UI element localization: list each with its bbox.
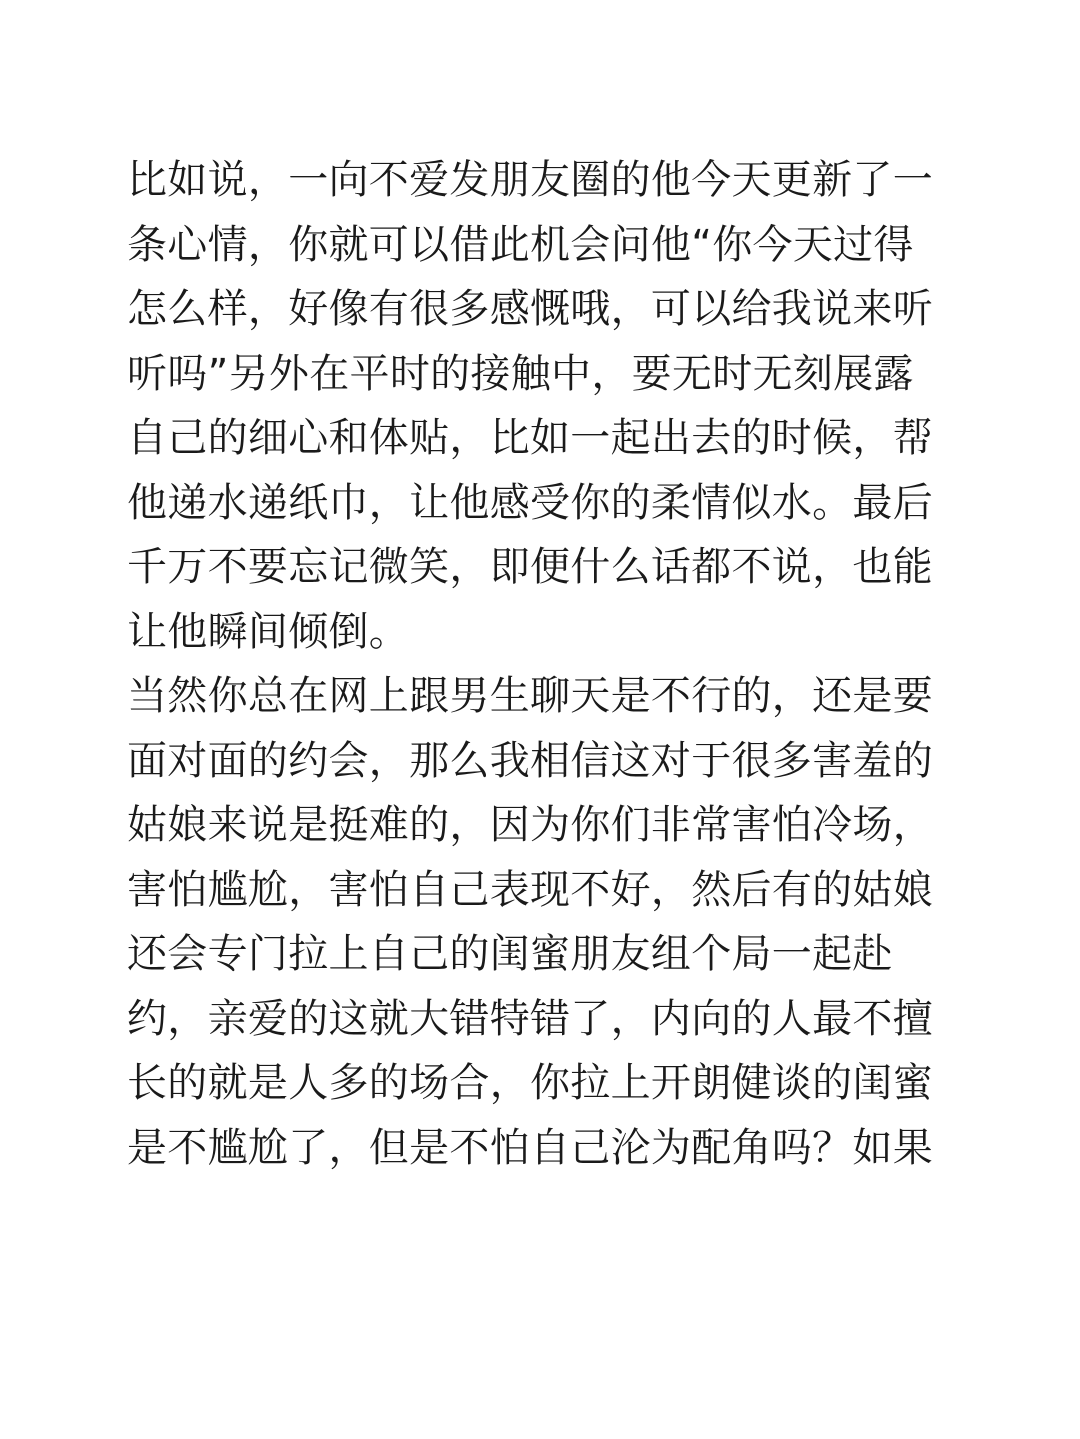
- text-line: 害怕尴尬，害怕自己表现不好，然后有的姑娘: [127, 866, 933, 913]
- text-line: 他递水递纸巾，让他感受你的柔情似水。最后: [127, 479, 933, 526]
- paragraph-1: [127, 148, 933, 664]
- text-line: 自己的细心和体贴，比如一起出去的时候，帮: [127, 415, 933, 461]
- text-line: 当然你总在网上跟男生聊天是不行的，还是要: [127, 673, 933, 719]
- text-line: 是不尴尬了，但是不怕自己沦为配角吗？如果: [127, 1124, 933, 1171]
- paragraph-2: [127, 664, 933, 1180]
- text-line: 千万不要忘记微笑，即便什么话都不说，也能: [127, 544, 933, 590]
- article-body: [127, 148, 933, 1180]
- text-line: 长的就是人多的场合，你拉上开朗健谈的闺蜜: [127, 1060, 933, 1106]
- text-line: 条心情，你就可以借此机会问他“你今天过得: [127, 221, 914, 268]
- text-line: 姑娘来说是挺难的，因为你们非常害怕冷场，: [127, 802, 933, 848]
- text-line: 让他瞬间倾倒。: [127, 608, 410, 655]
- text-line: 听吗”另外在平时的接触中，要无时无刻展露: [127, 350, 914, 397]
- text-line: 约，亲爱的这就大错特错了，内向的人最不擅: [127, 995, 933, 1042]
- text-line: 比如说，一向不爱发朋友圈的他今天更新了一: [127, 157, 933, 203]
- text-line: 面对面的约会，那么我相信这对于很多害羞的: [127, 737, 933, 784]
- text-line: 还会专门拉上自己的闺蜜朋友组个局一起赴: [127, 931, 893, 977]
- text-line: 怎么样，好像有很多感慨哦，可以给我说来听: [127, 286, 933, 332]
